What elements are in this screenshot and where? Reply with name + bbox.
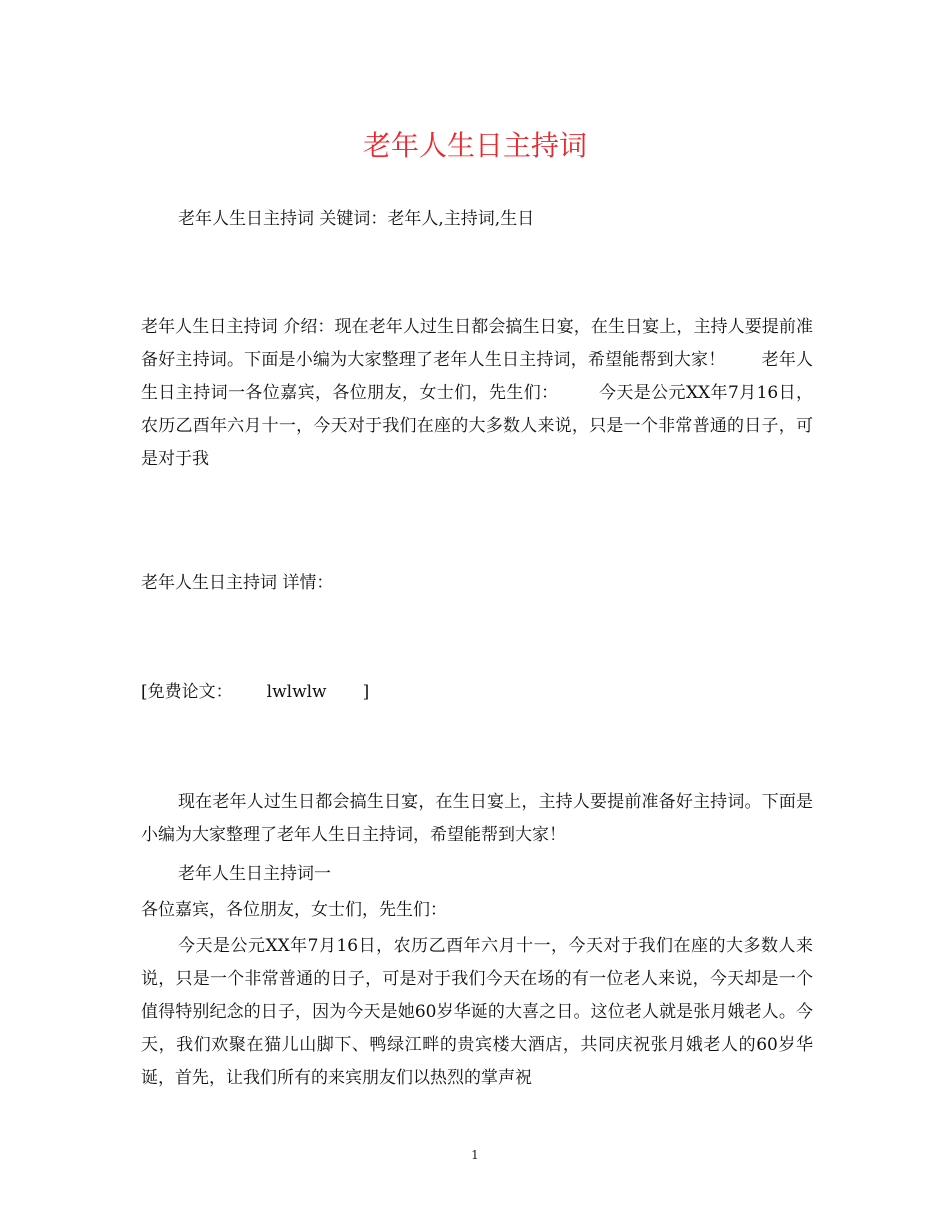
body-salutation: 各位嘉宾，各位朋友，女士们，先生们：: [141, 900, 447, 920]
intro-text-3: 今天是公元XX年7月16日，农历乙酉年六月十一，今天对于我们在座的大多数人来说，只是一个非常普通的日子，可是对于我: [141, 383, 813, 469]
details-label: 老年人生日主持词 详情：: [141, 573, 334, 593]
document-title: 老年人生日主持词: [362, 129, 587, 162]
intro-paragraph: [141, 311, 813, 476]
keywords-line: 老年人生日主持词 关键词：老年人,主持词,生日: [178, 209, 535, 229]
free-paper-close: ]: [362, 682, 370, 702]
free-paper-line: [141, 676, 821, 709]
free-paper-link[interactable]: lwlwlw: [266, 682, 327, 702]
intro-text-1: 老年人生日主持词 介绍：现在老年人过生日都会搞生日宴，在生日宴上，主持人要提前准备好主持词。下面是小编为大家整理了老年人生日主持词，希望能帮到大家！: [141, 317, 813, 370]
intro-text-2: 老年人生日主持词一各位嘉宾，各位朋友，女士们，先生们：: [141, 350, 814, 403]
page-number: 1: [471, 1148, 479, 1162]
body-paragraph-1: 现在老年人过生日都会搞生日宴，在生日宴上，主持人要提前准备好主持词。下面是小编为大家整理了老年人生日主持词，希望能帮到大家！: [141, 792, 813, 845]
body-paragraph-2: 今天是公元XX年7月16日，农历乙酉年六月十一，今天对于我们在座的大多数人来说，只是一个非常普通的日子，可是对于我们今天在场的有一位老人来说，今天却是一个值得特别纪念的日子，因为今天是她60岁华诞的大喜之日。这位老人就是张月娥老人。今天，我们欢聚在猫儿山脚下、鸭绿江畔的贵宾楼大酒店，共同庆祝张月娥老人的60岁华诞，首先，让我们所有的来宾朋友们以热烈的掌声祝: [141, 936, 813, 1088]
body-subheading: 老年人生日主持词一: [178, 864, 331, 884]
free-paper-open: [免费论文：: [141, 682, 233, 702]
